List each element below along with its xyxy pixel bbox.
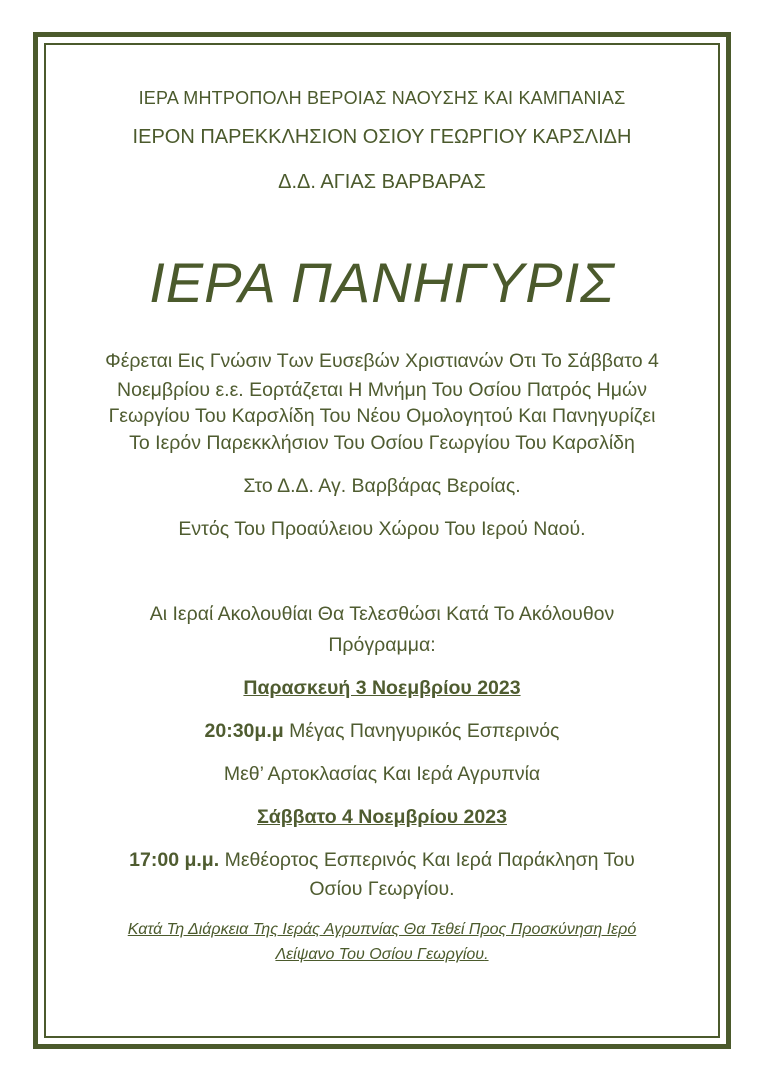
program-intro-line-1: Αι Ιεραί Ακολουθίαι Θα Τελεσθώσι Κατά Το Ακόλουθον <box>149 603 615 625</box>
relic-note-text: Λείψανο Του Οσίου Γεωργίου <box>275 946 485 963</box>
day1-schedule <box>48 720 716 743</box>
day2-date: Σάββατο 4 Νοεμβρίου 2023 <box>257 806 507 828</box>
relic-note-line-2: Λείψανο Του Οσίου Γεωργίου. <box>275 946 489 963</box>
announcement-line-2: Νοεμβρίου ε.ε. Εορτάζεται Η Μνήμη Του Οσίου Πατρός Ημών <box>117 379 647 401</box>
chapel-heading: ΙΕΡΟΝ ΠΑΡΕΚΚΛΗΣΙΟΝ ΟΣΙΟΥ ΓΕΩΡΓΙΟΥ ΚΑΡΣΛΙΔΗ <box>132 126 632 148</box>
day2-time: 17:00 μ.μ. <box>129 849 220 871</box>
announcement-line-1: Φέρεται Εις Γνώσιν Των Ευσεβών Χριστιανών Οτι Το Σάββατο 4 <box>105 350 659 372</box>
day1-service: Μέγας Πανηγυρικός Εσπερινός <box>283 720 560 742</box>
announcement-line-3: Γεωργίου Του Καρσλίδη Του Νέου Ομολογητού Και Πανηγυρίζει <box>108 405 656 427</box>
day2-service-continued: Οσίου Γεωργίου. <box>309 878 455 900</box>
day1-service-continued: Μεθ’ Αρτοκλασίας Και Ιερά Αγρυπνία <box>223 763 541 785</box>
day2-service: Μεθέορτος Εσπερινός Και Ιερά Παράκληση Του <box>219 849 635 871</box>
day1-date: Παρασκευή 3 Νοεμβρίου 2023 <box>243 677 521 699</box>
page-title: ΙΕΡΑ ΠΑΝΗΓΥΡΙΣ <box>149 251 615 314</box>
relic-note-line-1: Κατά Τη Διάρκεια Της Ιεράς Αγρυπνίας Θα Τεθεί Προς Προσκύνηση Ιερό <box>127 921 637 938</box>
location-line-2: Εντός Του Προαύλειου Χώρου Του Ιερού Ναού. <box>178 518 586 540</box>
announcement-line-4: Το Ιερόν Παρεκκλήσιον Του Οσίου Γεωργίου Του Καρσλίδη <box>129 432 635 454</box>
day1-time: 20:30μ.μ <box>204 720 284 742</box>
program-intro-line-2: Πρόγραμμα: <box>328 634 436 656</box>
metropolis-heading: ΙΕΡΑ ΜΗΤΡΟΠΟΛΗ ΒΕΡΟΙΑΣ ΝΑΟΥΣΗΣ ΚΑΙ ΚΑΜΠΑΝΙΑΣ <box>138 88 626 108</box>
day2-schedule <box>48 849 716 872</box>
location-line-1: Στο Δ.Δ. Αγ. Βαρβάρας Βεροίας. <box>243 475 521 497</box>
parish-heading: Δ.Δ. ΑΓΙΑΣ ΒΑΡΒΑΡΑΣ <box>278 171 486 193</box>
